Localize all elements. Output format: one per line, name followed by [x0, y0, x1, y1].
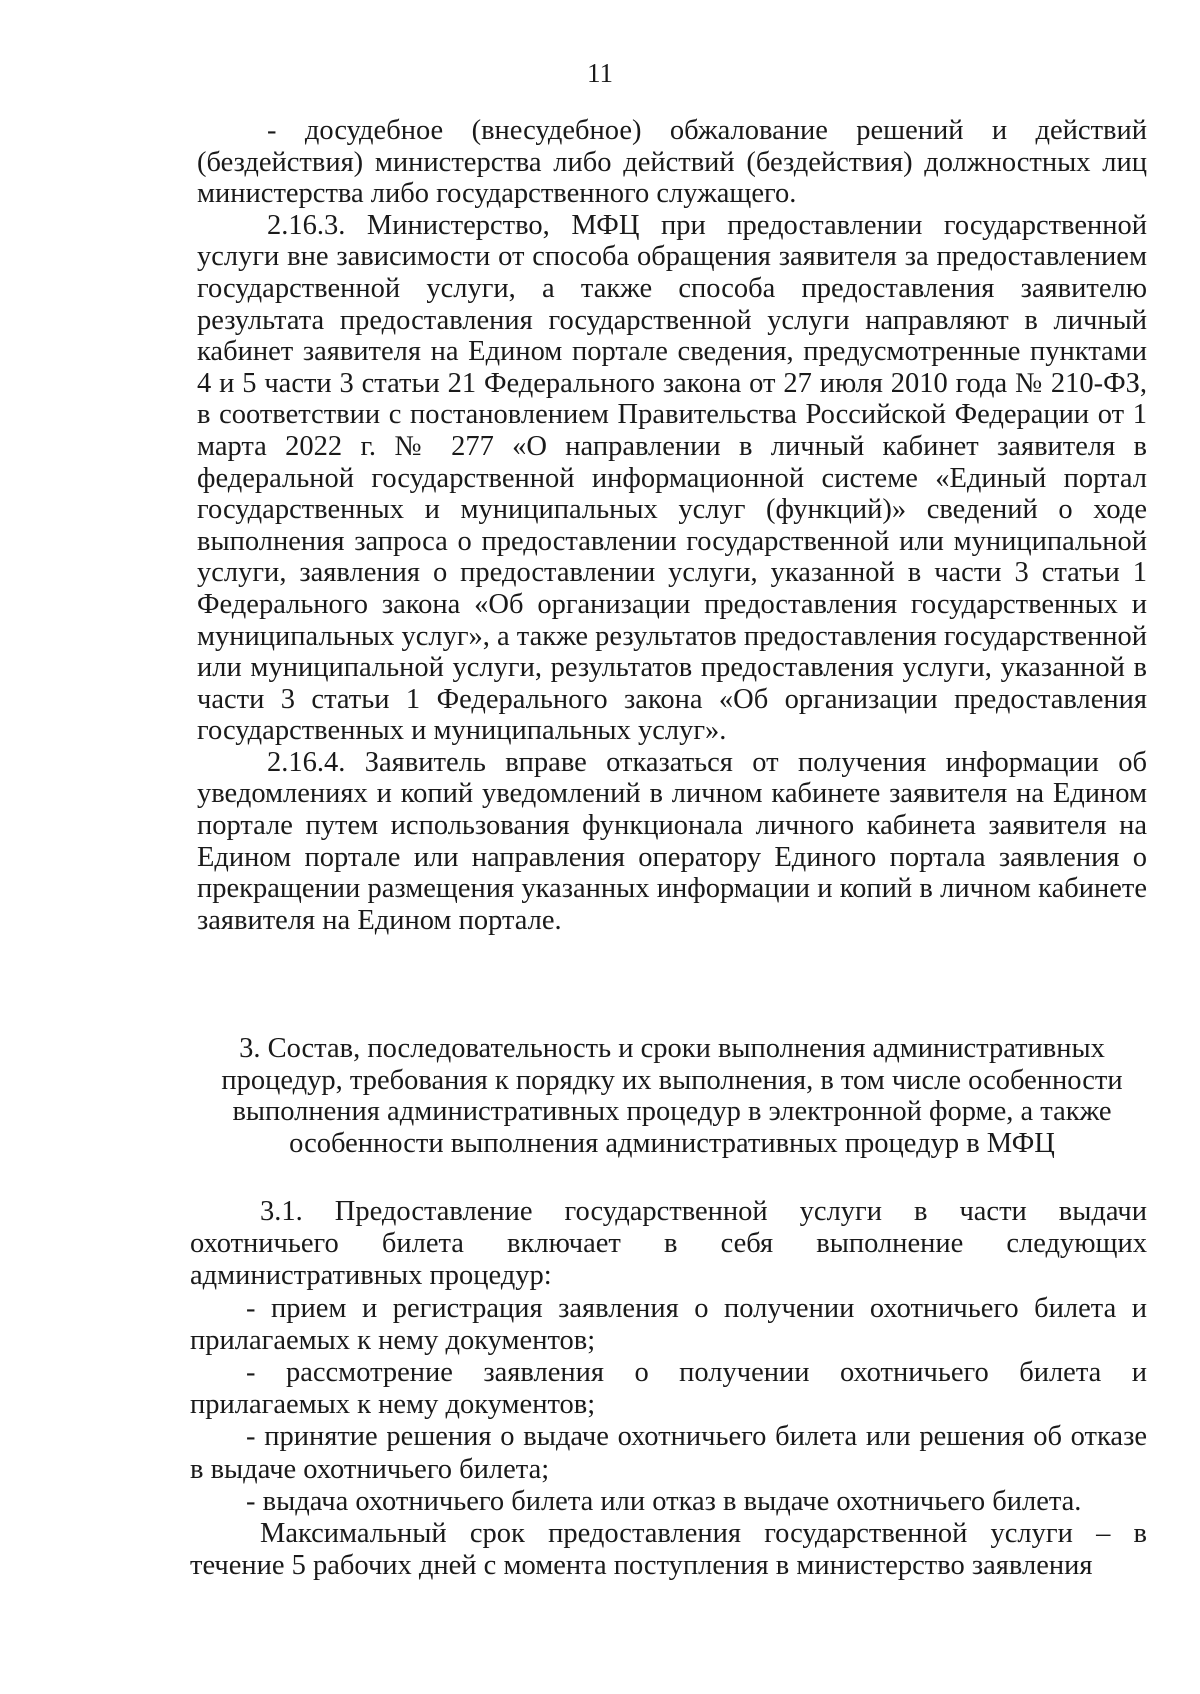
section-heading: 3. Состав, последовательность и сроки выполнения административных процедур, требования к порядку их выполнения, в том числе особенности выполнения административных процедур в электронной форме, а также особенности выполнения административных процедур в МФЦ	[221, 1033, 1123, 1159]
paragraph-appeal: - досудебное (внесудебное) обжалование решений и действий (бездействия) министерства либо действий (бездействия) должностных лиц министерства либо государственного служащего.	[197, 115, 1147, 210]
list-item-issuance: - выдача охотничьего билета или отказ в выдаче охотничьего билета.	[246, 1485, 1082, 1517]
paragraph-3-1: 3.1. Предоставление государственной услуги в части выдачи охотничьего билета включает в себя выполнение следующих административных процедур:	[190, 1196, 1147, 1292]
page-number: 11	[587, 58, 613, 88]
list-item-reception: - прием и регистрация заявления о получении охотничьего билета и прилагаемых к нему документов;	[190, 1292, 1147, 1356]
paragraph-max-term: Максимальный срок предоставления государственной услуги – в течение 5 рабочих дней с момента поступления в министерство заявления	[190, 1518, 1147, 1582]
list-item-review: - рассмотрение заявления о получении охотничьего билета и прилагаемых к нему документов;	[190, 1357, 1147, 1421]
section-3-body	[190, 1196, 1147, 1582]
paragraph-2-16-4: 2.16.4. Заявитель вправе отказаться от получения информации об уведомлениях и копий уведомлений в личном кабинете заявителя на Едином портале путем использования функционала личного кабинета заявителя на Едином портале или направления оператору Единого портала заявления о прекращении размещения указанных информации и копий в личном кабинете заявителя на Едином портале.	[197, 746, 1147, 936]
document-body	[197, 115, 1147, 936]
paragraph-2-16-3: 2.16.3. Министерство, МФЦ при предоставлении государственной услуги вне зависимости от способа обращения заявителя за предоставлением государственной услуги, а также способа предоставления заявителю результата предоставления государственной услуги направляют в личный кабинет заявителя на Едином портале сведения, предусмотренные пунктами 4 и 5 части 3 статьи 21 Федерального закона от 27 июля 2010 года № 210-ФЗ, в соответствии с постановлением Правительства Российской Федерации от 1 марта 2022 г. № 277 «О направлении в личный кабинет заявителя в федеральной государственной информационной системе «Единый портал государственных и муниципальных услуг (функций)» сведений о ходе выполнения запроса о предоставлении государственной или муниципальной услуги, заявления о предоставлении услуги, указанной в части 3 статьи 1 Федерального закона «Об организации предоставления государственных и муниципальных услуг», а также результатов предоставления государственной или муниципальной услуги, результатов предоставления услуги, указанной в части 3 статьи 1 Федерального закона «Об организации предоставления государственных и муниципальных услуг».	[197, 209, 1147, 747]
list-item-decision: - принятие решения о выдаче охотничьего билета или решения об отказе в выдаче охотничьего билета;	[190, 1421, 1147, 1485]
